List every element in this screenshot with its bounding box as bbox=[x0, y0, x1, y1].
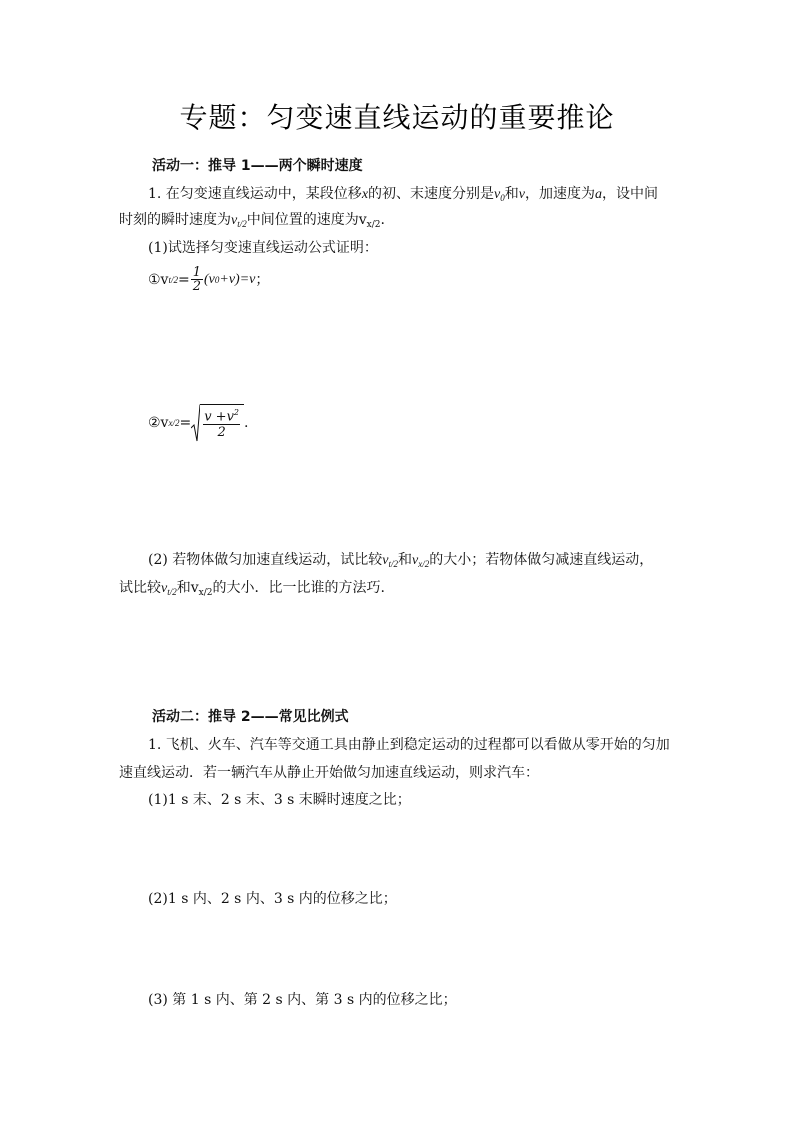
var: v bbox=[161, 581, 168, 596]
a2-subquestion-3: (3) 第 1 s 内、第 2 s 内、第 3 s 内的位移之比； bbox=[148, 992, 457, 1008]
expr: (v bbox=[204, 271, 215, 287]
var-vt2: v bbox=[231, 213, 238, 228]
formula-2 bbox=[148, 404, 248, 442]
a2-question-1-line-1: 1. 飞机、火车、汽车等交通工具由静止到稳定运动的过程都可以看做从零开始的匀加 bbox=[148, 737, 670, 753]
fraction-half bbox=[191, 266, 203, 293]
text: 试比较 bbox=[119, 580, 161, 596]
a1-question-1-line-1 bbox=[148, 184, 658, 208]
var: v bbox=[382, 553, 389, 568]
end: ； bbox=[255, 271, 270, 288]
sub: x/2 bbox=[168, 418, 180, 428]
text: ，加速度为 bbox=[524, 186, 595, 202]
formula-1 bbox=[148, 266, 269, 293]
text: ，设中间 bbox=[601, 186, 658, 202]
numerator-text: v +v bbox=[204, 409, 234, 425]
sub: t/2 bbox=[167, 587, 177, 597]
activity-1-heading: 活动一：推导 1——两个瞬时速度 bbox=[152, 158, 363, 174]
radicand bbox=[200, 404, 244, 442]
var: v bbox=[190, 580, 199, 596]
text: 时刻的瞬时速度为 bbox=[119, 212, 231, 228]
a2-subquestion-1: (1)1 s 末、2 s 末、3 s 末瞬时速度之比； bbox=[148, 792, 411, 808]
expr: +v)=v bbox=[219, 271, 256, 287]
a2-subquestion-2: (2)1 s 内、2 s 内、3 s 内的位移之比； bbox=[148, 891, 397, 907]
text: 和 bbox=[504, 186, 519, 202]
sub: x/2 bbox=[418, 559, 430, 569]
a1-question-1-line-2 bbox=[119, 210, 385, 235]
text: 中间位置的速度为 bbox=[246, 212, 359, 228]
square-root bbox=[191, 404, 244, 442]
label: ②v bbox=[148, 415, 169, 431]
exponent: 2 bbox=[233, 408, 240, 417]
var-x: x bbox=[361, 187, 369, 202]
text: 的大小．比一比谁的方法巧. bbox=[212, 580, 385, 596]
var-v0: v bbox=[494, 187, 501, 202]
denominator: 2 bbox=[192, 279, 201, 294]
text: 的大小；若物体做匀减速直线运动， bbox=[429, 552, 654, 568]
text: . bbox=[380, 212, 385, 228]
numerator: 1 bbox=[192, 265, 201, 280]
eq: = bbox=[179, 415, 192, 431]
eq: = bbox=[177, 271, 190, 288]
numerator bbox=[203, 406, 240, 425]
text: 1. 在匀变速直线运动中，某段位移 bbox=[148, 186, 362, 202]
denominator: 2 bbox=[217, 425, 226, 441]
a1-subquestion-1: (1)试选择匀变速直线运动公式证明： bbox=[148, 240, 378, 256]
var-a: a bbox=[594, 187, 602, 202]
var-vx2: v bbox=[358, 212, 367, 228]
sub: x/2 bbox=[198, 588, 213, 598]
label: ①v bbox=[148, 271, 169, 288]
sub: 0 bbox=[214, 274, 220, 285]
radical-sign-icon bbox=[191, 404, 200, 442]
sub: x/2 bbox=[366, 220, 381, 230]
sub: t/2 bbox=[388, 559, 399, 569]
page-title: 专题：匀变速直线运动的重要推论 bbox=[179, 101, 615, 134]
a2-question-1-line-2: 速直线运动．若一辆汽车从静止开始做匀加速直线运动，则求汽车： bbox=[119, 765, 539, 781]
a1-subquestion-2-line-2 bbox=[119, 578, 385, 603]
text: 的初、末速度分别是 bbox=[368, 186, 495, 202]
sub: t/2 bbox=[237, 219, 247, 229]
text: (2) 若物体做匀加速直线运动，试比较 bbox=[148, 552, 383, 568]
var-v: v bbox=[518, 187, 525, 202]
end: . bbox=[244, 415, 249, 431]
var: v bbox=[412, 553, 419, 568]
sub: t/2 bbox=[168, 274, 178, 285]
text: 和 bbox=[398, 552, 413, 568]
sub: 0 bbox=[500, 193, 505, 203]
activity-2-heading: 活动二：推导 2——常见比例式 bbox=[152, 709, 349, 725]
a1-subquestion-2-line-1 bbox=[148, 550, 653, 574]
text: 和 bbox=[176, 580, 191, 596]
